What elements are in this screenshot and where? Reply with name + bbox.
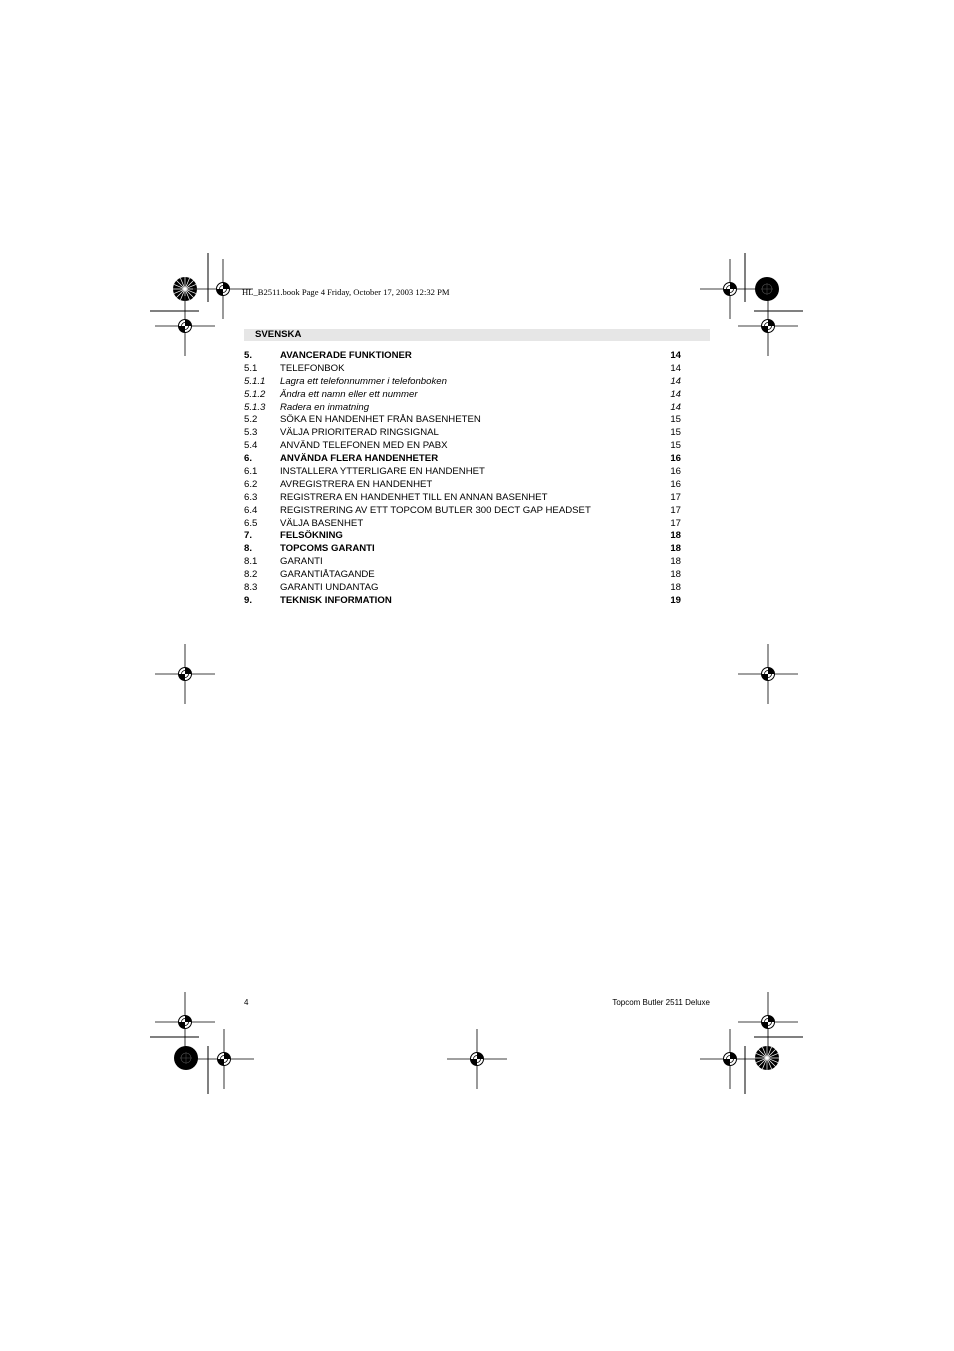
toc-entry[interactable]: [244, 427, 684, 440]
toc-entry-title: GARANTI UNDANTAG: [280, 582, 379, 594]
toc-entry-number: 5.2: [244, 414, 258, 426]
toc-entry-title: AVREGISTRERA EN HANDENHET: [280, 478, 433, 490]
toc-entry-number: 5.1: [244, 362, 258, 374]
toc-entry[interactable]: [244, 595, 684, 608]
toc-entry[interactable]: [244, 389, 684, 402]
toc-entry[interactable]: [244, 376, 684, 389]
toc-entry-page: 15: [670, 440, 681, 452]
registration-mark-icon: [738, 296, 798, 356]
print-info-slug: HL_B2511.book Page 4 Friday, October 17, 2003 12:32 PM: [242, 287, 450, 297]
toc-entry[interactable]: [244, 492, 684, 505]
toc-entry-number: 6.2: [244, 478, 258, 490]
toc-entry-page: 17: [670, 504, 681, 516]
toc-entry-page: 17: [670, 517, 681, 529]
toc-entry-number: 8.2: [244, 569, 258, 581]
starburst-icon: [755, 1046, 779, 1070]
toc-entry[interactable]: [244, 440, 684, 453]
toc-entry-page: 18: [670, 530, 681, 542]
toc-entry-page: 16: [670, 478, 681, 490]
toc-entry[interactable]: [244, 505, 684, 518]
registration-mark-icon: [738, 644, 798, 704]
toc-entry-page: 19: [670, 594, 681, 606]
toc-entry-number: 8.: [244, 543, 253, 555]
toc-entry-page: 15: [670, 414, 681, 426]
toc-entry-page: 14: [670, 350, 681, 361]
page-number: 4: [244, 998, 249, 1007]
toc-entry-title: SÖKA EN HANDENHET FRÅN BASENHETEN: [280, 414, 481, 426]
toc-entry-title: ANVÄND TELEFONEN MED EN PABX: [280, 440, 448, 452]
registration-mark-icon: [155, 992, 215, 1052]
toc-entry-page: 18: [670, 569, 681, 581]
toc-entry[interactable]: [244, 530, 684, 543]
toc-entry[interactable]: [244, 543, 684, 556]
registration-mark-icon: [447, 1029, 507, 1089]
section-title: SVENSKA: [255, 329, 302, 340]
registration-mark-icon: [155, 296, 215, 356]
toc-entry-page: 18: [670, 556, 681, 568]
toc-entry-page: 15: [670, 427, 681, 439]
toc-entry[interactable]: [244, 556, 684, 569]
toc-entry[interactable]: [244, 582, 684, 595]
toc-entry-title: TOPCOMS GARANTI: [280, 543, 375, 555]
toc-entry-page: 16: [670, 453, 681, 465]
registration-mark-icon: [700, 1029, 760, 1089]
toc-entry[interactable]: [244, 414, 684, 427]
toc-entry-number: 5.1.2: [244, 388, 266, 400]
toc-entry[interactable]: [244, 402, 684, 415]
color-target-icon: [174, 1046, 198, 1070]
toc-entry-number: 8.1: [244, 556, 258, 568]
toc-entry-number: 9.: [244, 594, 253, 606]
toc-entry[interactable]: [244, 518, 684, 531]
table-of-contents: [244, 350, 684, 608]
toc-entry-title: VÄLJA BASENHET: [280, 517, 364, 529]
registration-mark-icon: [700, 259, 760, 319]
toc-entry-number: 5.3: [244, 427, 258, 439]
toc-entry-number: 6.4: [244, 504, 258, 516]
toc-entry-title: ANVÄNDA FLERA HANDENHETER: [280, 453, 439, 465]
toc-entry-title: GARANTIÅTAGANDE: [280, 569, 375, 581]
toc-entry-number: 5.4: [244, 440, 258, 452]
toc-entry-number: 5.1.1: [244, 375, 266, 387]
toc-entry-title: Radera en inmatning: [280, 401, 370, 413]
toc-entry-number: 6.5: [244, 517, 258, 529]
toc-entry-title: INSTALLERA YTTERLIGARE EN HANDENHET: [280, 466, 485, 478]
toc-entry-number: 8.3: [244, 582, 258, 594]
toc-entry-title: VÄLJA PRIORITERAD RINGSIGNAL: [280, 427, 439, 439]
toc-entry-title: Lagra ett telefonnummer i telefonboken: [280, 375, 447, 387]
toc-entry[interactable]: [244, 350, 684, 363]
toc-entry[interactable]: [244, 569, 684, 582]
toc-entry-title: TELEFONBOK: [280, 362, 345, 374]
toc-entry-title: TEKNISK INFORMATION: [280, 594, 392, 606]
toc-entry[interactable]: [244, 453, 684, 466]
toc-entry-page: 14: [670, 401, 681, 413]
registration-mark-icon: [738, 992, 798, 1052]
toc-entry-page: 17: [670, 491, 681, 503]
footer-product-name: Topcom Butler 2511 Deluxe: [612, 998, 710, 1007]
toc-entry-number: 6.1: [244, 466, 258, 478]
toc-entry-number: 5.: [244, 350, 253, 361]
toc-entry-page: 16: [670, 466, 681, 478]
registration-mark-icon: [194, 1029, 254, 1089]
toc-entry-title: AVANCERADE FUNKTIONER: [280, 350, 412, 361]
toc-entry[interactable]: [244, 363, 684, 376]
toc-entry-title: FELSÖKNING: [280, 530, 343, 542]
section-header-bar: [244, 329, 710, 341]
toc-entry[interactable]: [244, 466, 684, 479]
toc-entry-number: 5.1.3: [244, 401, 266, 413]
toc-entry-title: REGISTRERING AV ETT TOPCOM BUTLER 300 DECT GAP HEADSET: [280, 504, 591, 516]
toc-entry-page: 18: [670, 543, 681, 555]
toc-entry-page: 14: [670, 362, 681, 374]
toc-entry-page: 14: [670, 375, 681, 387]
toc-entry-page: 14: [670, 388, 681, 400]
toc-entry[interactable]: [244, 479, 684, 492]
toc-entry-number: 6.: [244, 453, 253, 465]
toc-entry-number: 6.3: [244, 491, 258, 503]
toc-entry-number: 7.: [244, 530, 253, 542]
registration-mark-icon: [155, 644, 215, 704]
toc-entry-title: GARANTI: [280, 556, 323, 568]
toc-entry-title: Ändra ett namn eller ett nummer: [280, 388, 418, 400]
toc-entry-title: REGISTRERA EN HANDENHET TILL EN ANNAN BASENHET: [280, 491, 548, 503]
toc-entry-page: 18: [670, 582, 681, 594]
